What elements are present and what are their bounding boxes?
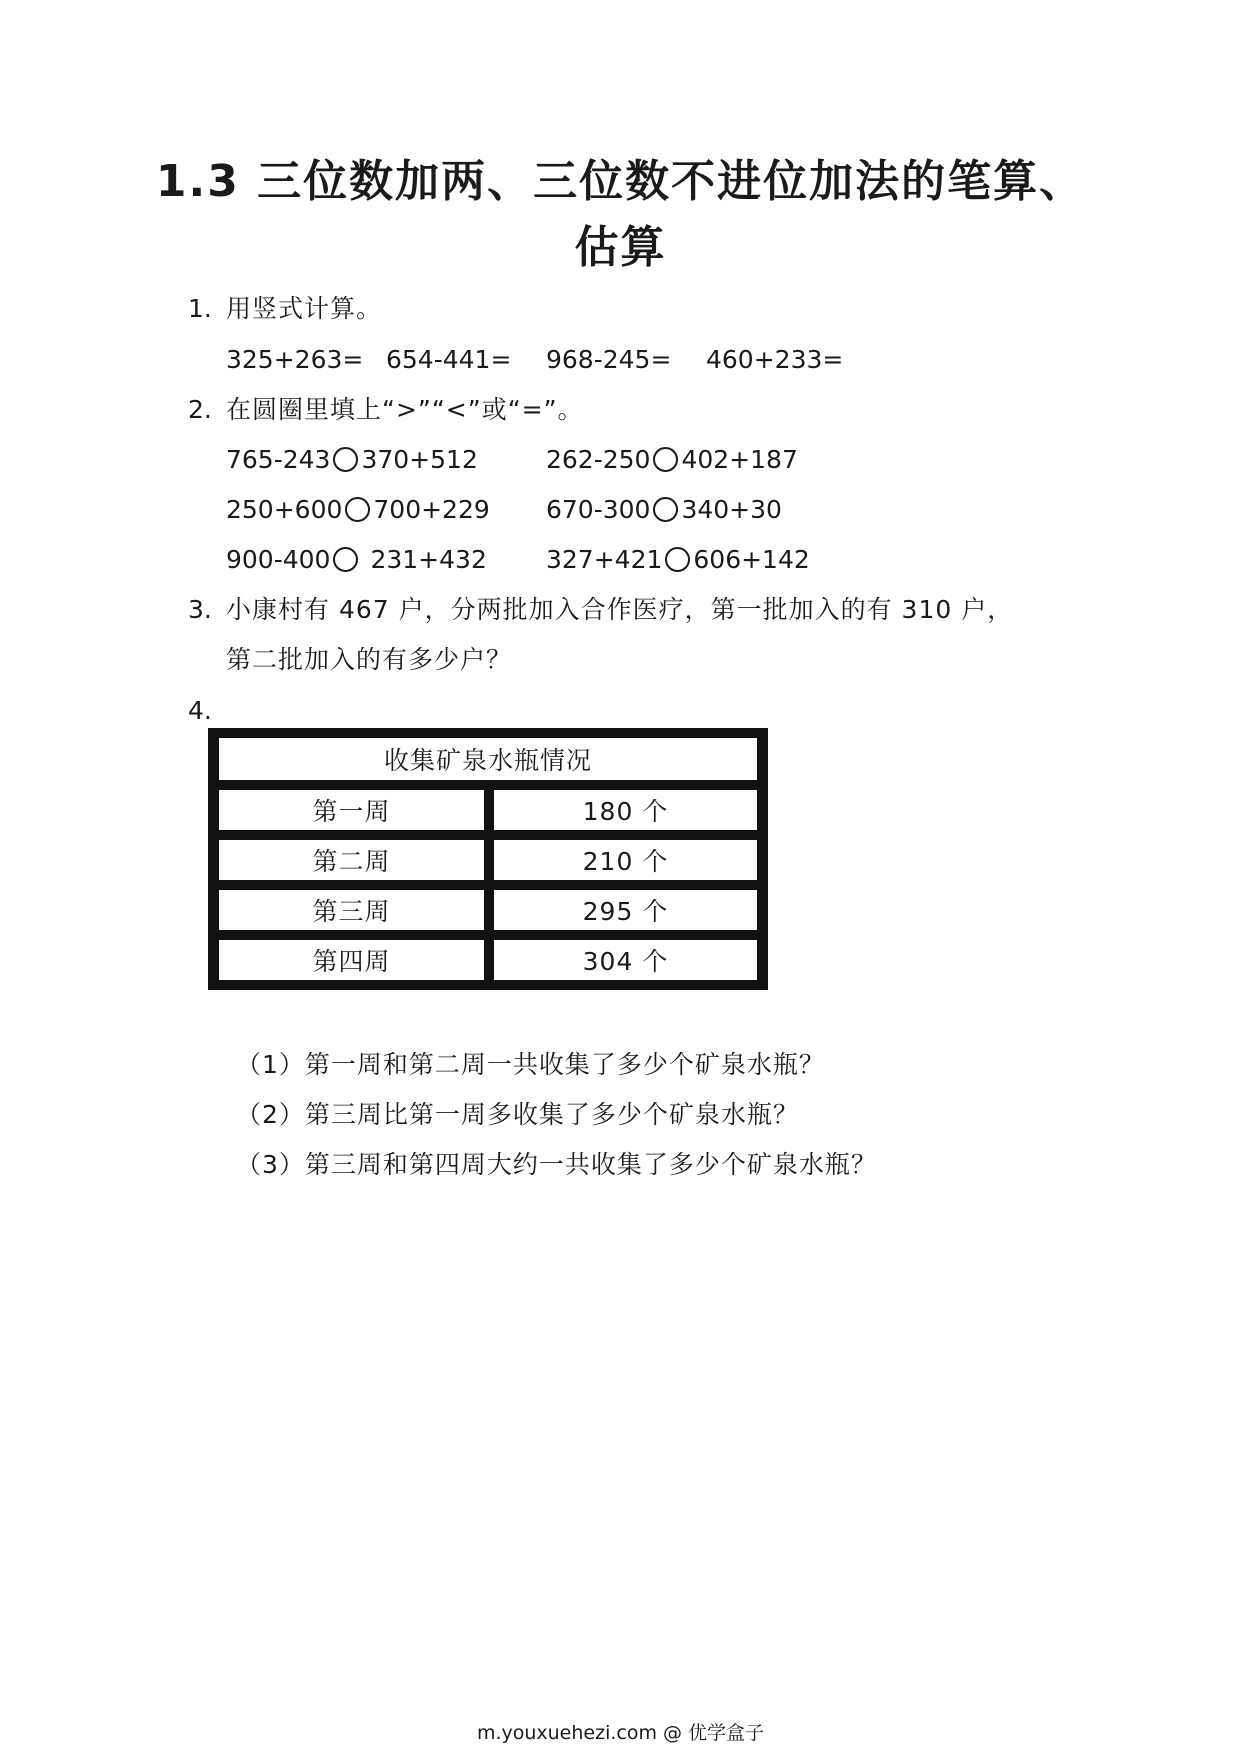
question-2-number: 2. <box>188 395 212 424</box>
table-cell-week: 第三周 <box>219 890 484 930</box>
question-1-number: 1. <box>188 294 212 323</box>
table-cell-week: 第一周 <box>219 790 484 830</box>
table-title: 收集矿泉水瓶情况 <box>219 738 757 780</box>
comparison-expression: 250+600 <box>226 495 343 524</box>
comparison-expression: 402+187 <box>681 445 798 474</box>
comparison-expression: 765-243 <box>226 445 331 474</box>
answer-circle[interactable] <box>665 547 690 572</box>
comparison-expression: 900-400 <box>226 545 331 574</box>
table-cell-week: 第二周 <box>219 840 484 880</box>
comparison-expression: 327+421 <box>546 545 663 574</box>
comparison-expression: 231+432 <box>370 545 487 574</box>
comparison-expression: 262-250 <box>546 445 651 474</box>
answer-circle[interactable] <box>345 497 370 522</box>
page-title: 1.3 三位数加两、三位数不进位加法的笔算、 <box>155 156 1086 207</box>
comparison-row-1-right <box>546 443 798 477</box>
comparison-expression: 670-300 <box>546 495 651 524</box>
table-cell-week: 第四周 <box>219 940 484 980</box>
comparison-expression: 700+229 <box>373 495 490 524</box>
subquestion-2: （2）第三周比第一周多收集了多少个矿泉水瓶？ <box>236 1100 799 1129</box>
footer-credit: m.youxuehezi.com @ 优学盒子 <box>476 1722 765 1744</box>
question-3-text-line-1: 小康村有 467 户，分两批加入合作医疗，第一批加入的有 310 户， <box>226 595 1014 624</box>
table-cell-count: 295 个 <box>494 890 757 930</box>
subquestion-3: （3）第三周和第四周大约一共收集了多少个矿泉水瓶？ <box>236 1150 877 1179</box>
question-3-number: 3. <box>188 595 212 624</box>
subquestion-1: （1）第一周和第二周一共收集了多少个矿泉水瓶？ <box>236 1050 825 1079</box>
question-1-prompt: 用竖式计算。 <box>226 294 383 323</box>
question-3-text-line-2: 第二批加入的有多少户？ <box>226 645 513 674</box>
question-4-number: 4. <box>188 696 212 725</box>
comparison-expression: 340+30 <box>681 495 782 524</box>
bottle-collection-table <box>208 728 768 990</box>
comparison-row-3-left <box>226 543 487 577</box>
expression-3: 968-245= <box>546 345 672 374</box>
expression-2: 654-441= <box>386 345 512 374</box>
page-title-continued: 估算 <box>574 222 667 273</box>
answer-circle[interactable] <box>333 447 358 472</box>
answer-circle[interactable] <box>333 547 358 572</box>
comparison-row-1-left <box>226 443 478 477</box>
question-2-prompt: 在圆圈里填上“>”“<”或“=”。 <box>226 395 584 424</box>
answer-circle[interactable] <box>653 497 678 522</box>
expression-1: 325+263= <box>226 345 364 374</box>
expression-4: 460+233= <box>706 345 844 374</box>
comparison-row-2-left <box>226 493 490 527</box>
comparison-expression: 606+142 <box>693 545 810 574</box>
comparison-expression: 370+512 <box>361 445 478 474</box>
answer-circle[interactable] <box>653 447 678 472</box>
table-cell-count: 304 个 <box>494 940 757 980</box>
table-cell-count: 210 个 <box>494 840 757 880</box>
comparison-row-2-right <box>546 493 782 527</box>
comparison-row-3-right <box>546 543 810 577</box>
table-cell-count: 180 个 <box>494 790 757 830</box>
